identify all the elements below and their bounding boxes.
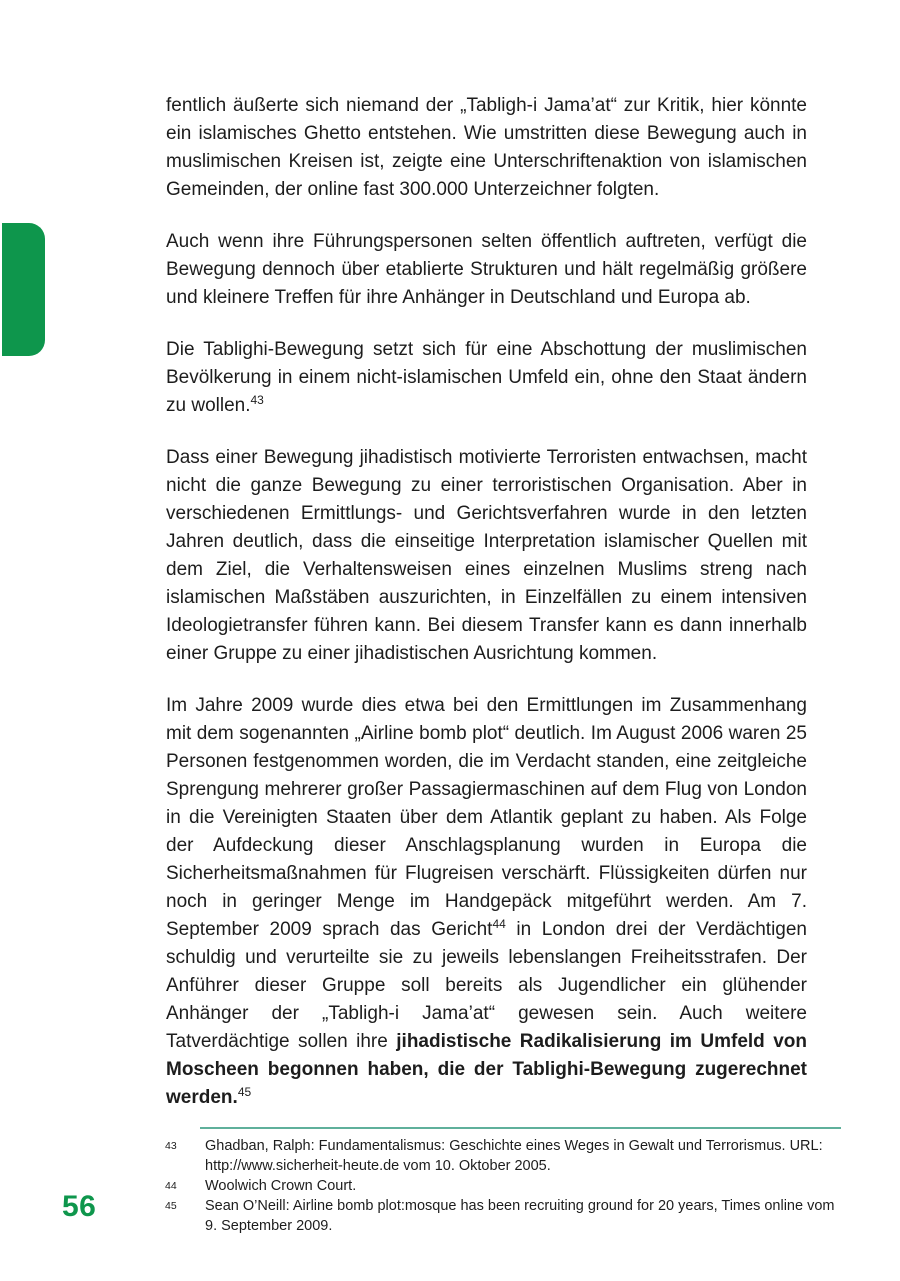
footnote-reference: 45 [237, 1085, 252, 1099]
paragraph [166, 336, 807, 420]
footnote-reference: 44 [492, 917, 506, 931]
text-run: Dass einer Bewegung jihadistisch motivierte Terroristen entwachsen, macht nicht die ganze Bewegung zu einer terroristischen Organisation. Aber in verschiedenen Ermittlungs- und Gerichtsverfahren wurde in den letzten Jahren deutlich, dass die einseitige Interpretation islamischer Quellen mit dem Ziel, die Verhaltensweisen eines einzelnen Muslims streng nach islamischen Maßstäben auszurichten, in Einzelfällen zu einem intensiven Ideologietransfer führen kann. Bei diesem Transfer kann es dann innerhalb einer Gruppe zu einer jihadistischen Ausrichtung kommen. [166, 447, 807, 664]
footnote-item [165, 1136, 842, 1176]
footnote-text: Sean O’Neill: Airline bomb plot:mosque has been recruiting ground for 20 years, Times online vom 9. September 2009. [205, 1198, 835, 1234]
footnote-list [165, 1136, 842, 1236]
footnote-divider [200, 1127, 841, 1129]
footnote-item [165, 1176, 842, 1196]
footnote-reference: 43 [250, 393, 264, 407]
footnote-text: Woolwich Crown Court. [205, 1178, 357, 1194]
text-run: Im Jahre 2009 wurde dies etwa bei den Ermittlungen im Zusammenhang mit dem sogenannten „Airline bomb plot“ deutlich. Im August 2006 waren 25 Personen festgenommen worden, die im Verdacht standen, eine zeitgleiche Sprengung mehrerer großer Passagiermaschinen auf dem Flug von London in die Vereinigten Staaten über dem Atlantik geplant zu haben. Als Folge der Aufdeckung dieser Anschlagsplanung wurden in Europa die Sicherheitsmaßnahmen für Flugreisen verschärft. Flüssigkeiten dürfen nur noch in geringer Menge im Handgepäck mitgeführt werden. Am 7. September 2009 sprach das Gericht [166, 695, 807, 940]
body-text [166, 92, 807, 1112]
paragraph [166, 444, 807, 668]
text-run: in London drei der Verdächtigen schuldig und verurteilte sie zu jeweils lebenslangen Freiheitsstrafen. Der Anführer dieser Gruppe soll bereits als Jugendlicher ein glühender Anhänger der „Tabligh-i Jama’at“ gewesen sein. Auch weitere Tatverdächtige sollen ihre [166, 919, 807, 1052]
footnote-item [165, 1196, 842, 1236]
paragraph [166, 692, 807, 1112]
page-number: 56 [62, 1190, 97, 1223]
footnote-number: 45 [165, 1200, 177, 1212]
paragraph [166, 92, 807, 204]
footnote-text: Ghadban, Ralph: Fundamentalismus: Geschichte eines Weges in Gewalt und Terrorismus. URL: http://www.sicherheit-heute.de vom 10. Oktober 2005. [205, 1138, 823, 1174]
paragraph [166, 228, 807, 312]
text-run: Auch wenn ihre Führungspersonen selten öffentlich auftreten, verfügt die Bewegung dennoch über etablierte Strukturen und hält regelmäßig größere und kleinere Treffen für ihre Anhänger in Deutschland und Europa ab. [166, 231, 807, 308]
footnote-number: 44 [165, 1180, 177, 1192]
text-run: fentlich äußerte sich niemand der „Tabligh-i Jama’at“ zur Kritik, hier könnte ein islamisches Ghetto entstehen. Wie umstritten diese Bewegung auch in muslimischen Kreisen ist, zeigte eine Unterschriftenaktion von islamischen Gemeinden, der online fast 300.000 Unterzeichner folgten. [166, 95, 807, 200]
chapter-marker-tab [2, 223, 45, 356]
text-run: jihadistische Radikalisierung im Umfeld von Moscheen begonnen haben, die der Tablighi-Bewegung zugerechnet werden. [166, 1031, 807, 1108]
footnote-number: 43 [165, 1140, 177, 1152]
text-run: Die Tablighi-Bewegung setzt sich für eine Abschottung der muslimischen Bevölkerung in einem nicht-islamischen Umfeld ein, ohne den Staat ändern zu wollen. [166, 339, 807, 416]
